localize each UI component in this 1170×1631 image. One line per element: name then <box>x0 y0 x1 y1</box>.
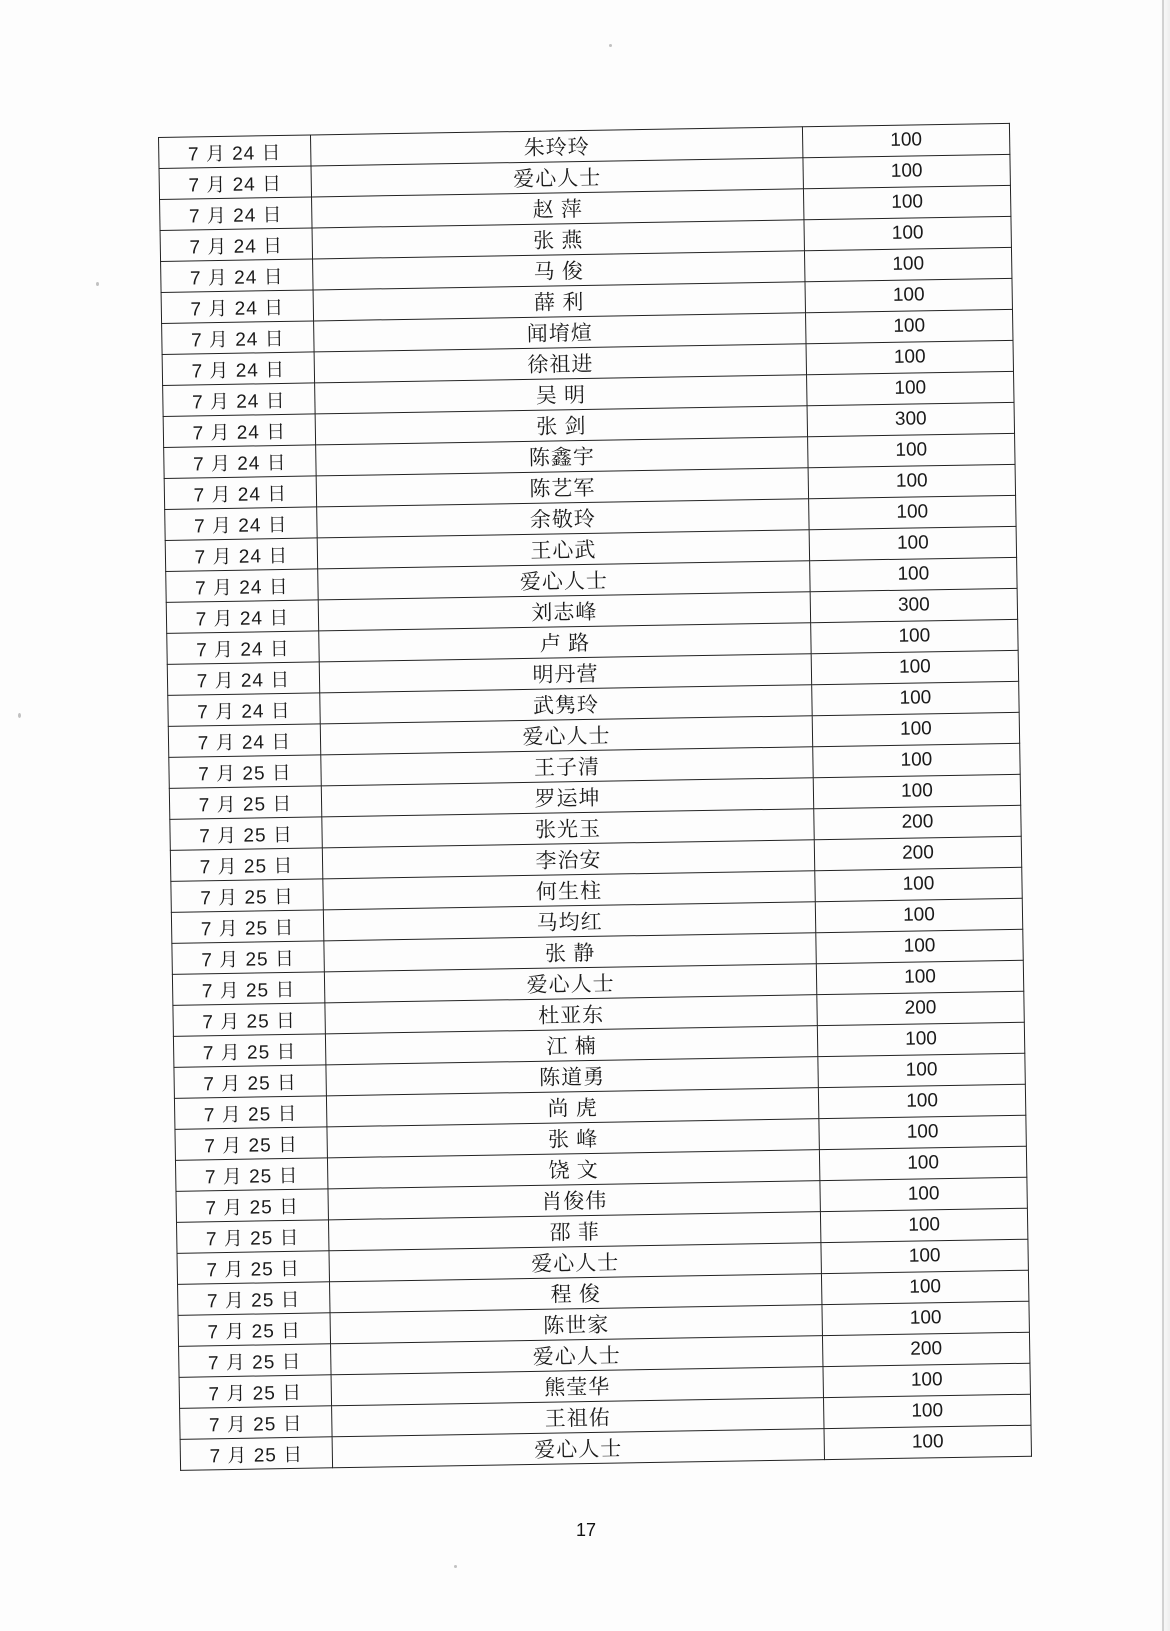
date-cell: 7 月 24 日 <box>166 600 318 634</box>
donor-name-cell: 熊莹华 <box>331 1367 823 1406</box>
donor-name-cell: 爱心人士 <box>311 158 803 197</box>
donor-name-cell: 王祖佑 <box>332 1398 824 1437</box>
amount-cell: 200 <box>822 1332 1029 1366</box>
donor-name-cell: 武隽玲 <box>320 685 812 724</box>
date-cell: 7 月 25 日 <box>173 1034 325 1068</box>
amount-cell: 100 <box>813 774 1020 808</box>
donor-name-cell: 爱心人士 <box>318 561 810 600</box>
scan-speck <box>18 713 21 718</box>
date-cell: 7 月 24 日 <box>168 693 320 727</box>
amount-cell: 100 <box>821 1239 1028 1273</box>
date-cell: 7 月 24 日 <box>165 538 317 572</box>
donor-name-cell: 陈鑫宇 <box>316 437 808 476</box>
donor-name-cell: 张 燕 <box>312 220 804 259</box>
date-cell: 7 月 24 日 <box>162 321 314 355</box>
date-cell: 7 月 25 日 <box>172 972 324 1006</box>
amount-cell: 100 <box>813 743 1020 777</box>
amount-cell: 100 <box>803 154 1010 188</box>
date-cell: 7 月 24 日 <box>164 476 316 510</box>
amount-cell: 100 <box>820 1208 1027 1242</box>
donor-name-cell: 李治安 <box>322 840 814 879</box>
date-cell: 7 月 24 日 <box>161 259 313 293</box>
amount-cell: 100 <box>821 1270 1028 1304</box>
amount-cell: 100 <box>806 340 1013 374</box>
amount-cell: 100 <box>815 898 1022 932</box>
donor-name-cell: 程 俊 <box>330 1274 822 1313</box>
date-cell: 7 月 24 日 <box>166 569 318 603</box>
donor-name-cell: 余敬玲 <box>317 499 809 538</box>
scan-edge-shadow <box>1160 0 1170 1631</box>
date-cell: 7 月 24 日 <box>165 507 317 541</box>
date-cell: 7 月 25 日 <box>172 941 324 975</box>
amount-cell: 100 <box>808 464 1015 498</box>
date-cell: 7 月 25 日 <box>174 1096 326 1130</box>
date-cell: 7 月 25 日 <box>170 817 322 851</box>
date-cell: 7 月 25 日 <box>174 1065 326 1099</box>
scan-speck <box>454 1565 457 1568</box>
donor-name-cell: 爱心人士 <box>332 1429 824 1468</box>
amount-cell: 100 <box>805 278 1012 312</box>
donor-name-cell: 闻堉煊 <box>314 313 806 352</box>
date-cell: 7 月 25 日 <box>171 910 323 944</box>
donor-name-cell: 张 剑 <box>315 406 807 445</box>
date-cell: 7 月 24 日 <box>163 383 315 417</box>
amount-cell: 100 <box>818 1084 1025 1118</box>
date-cell: 7 月 24 日 <box>161 290 313 324</box>
date-cell: 7 月 25 日 <box>176 1220 328 1254</box>
amount-cell: 100 <box>811 619 1018 653</box>
date-cell: 7 月 24 日 <box>162 352 314 386</box>
scan-speck <box>96 282 99 286</box>
donor-name-cell: 朱玲玲 <box>310 127 802 166</box>
donor-name-cell: 张 峰 <box>327 1119 819 1158</box>
donor-name-cell: 张光玉 <box>322 809 814 848</box>
donor-name-cell: 肖俊伟 <box>328 1181 820 1220</box>
date-cell: 7 月 24 日 <box>160 228 312 262</box>
date-cell: 7 月 25 日 <box>178 1313 330 1347</box>
donation-table-container <box>158 123 1031 1471</box>
donor-name-cell: 徐祖进 <box>314 344 806 383</box>
date-cell: 7 月 24 日 <box>163 414 315 448</box>
donor-name-cell: 张 静 <box>324 933 816 972</box>
amount-cell: 100 <box>808 433 1015 467</box>
donor-name-cell: 何生柱 <box>323 871 815 910</box>
donor-name-cell: 马 俊 <box>313 251 805 290</box>
donor-name-cell: 罗运坤 <box>321 778 813 817</box>
amount-cell: 100 <box>809 495 1016 529</box>
date-cell: 7 月 25 日 <box>180 1406 332 1440</box>
amount-cell: 100 <box>822 1301 1029 1335</box>
amount-cell: 100 <box>803 185 1010 219</box>
amount-cell: 100 <box>809 526 1016 560</box>
amount-cell: 100 <box>819 1115 1026 1149</box>
donor-name-cell: 王子清 <box>321 747 813 786</box>
date-cell: 7 月 25 日 <box>180 1437 332 1471</box>
amount-cell: 300 <box>807 402 1014 436</box>
donor-name-cell: 爱心人士 <box>329 1243 821 1282</box>
date-cell: 7 月 25 日 <box>169 755 321 789</box>
amount-cell: 100 <box>820 1177 1027 1211</box>
amount-cell: 100 <box>824 1425 1031 1459</box>
amount-cell: 100 <box>823 1363 1030 1397</box>
date-cell: 7 月 24 日 <box>167 631 319 665</box>
amount-cell: 100 <box>812 712 1019 746</box>
amount-cell: 200 <box>814 836 1021 870</box>
amount-cell: 100 <box>812 681 1019 715</box>
donation-table-body <box>159 123 1032 1470</box>
donor-name-cell: 薛 利 <box>313 282 805 321</box>
donor-name-cell: 陈世家 <box>330 1305 822 1344</box>
date-cell: 7 月 25 日 <box>175 1158 327 1192</box>
donor-name-cell: 邵 菲 <box>328 1212 820 1251</box>
donor-name-cell: 陈艺军 <box>316 468 808 507</box>
donation-table <box>158 123 1032 1471</box>
donor-name-cell: 刘志峰 <box>318 592 810 631</box>
amount-cell: 100 <box>804 216 1011 250</box>
amount-cell: 100 <box>806 309 1013 343</box>
donor-name-cell: 爱心人士 <box>320 716 812 755</box>
amount-cell: 100 <box>811 650 1018 684</box>
donor-name-cell: 尚 虎 <box>326 1088 818 1127</box>
donor-name-cell: 杜亚东 <box>325 995 817 1034</box>
amount-cell: 100 <box>818 1053 1025 1087</box>
donor-name-cell: 陈道勇 <box>326 1057 818 1096</box>
date-cell: 7 月 24 日 <box>159 166 311 200</box>
donor-name-cell: 王心武 <box>317 530 809 569</box>
donor-name-cell: 卢 路 <box>319 623 811 662</box>
date-cell: 7 月 24 日 <box>164 445 316 479</box>
donor-name-cell: 明丹营 <box>319 654 811 693</box>
date-cell: 7 月 25 日 <box>170 848 322 882</box>
date-cell: 7 月 25 日 <box>176 1189 328 1223</box>
amount-cell: 100 <box>807 371 1014 405</box>
donor-name-cell: 饶 文 <box>327 1150 819 1189</box>
donor-name-cell: 爱心人士 <box>324 964 816 1003</box>
donor-name-cell: 吴 明 <box>315 375 807 414</box>
amount-cell: 200 <box>817 991 1024 1025</box>
page-number: 17 <box>575 1520 597 1540</box>
amount-cell: 100 <box>823 1394 1030 1428</box>
amount-cell: 100 <box>816 960 1023 994</box>
donor-name-cell: 爱心人士 <box>331 1336 823 1375</box>
amount-cell: 100 <box>819 1146 1026 1180</box>
amount-cell: 100 <box>815 867 1022 901</box>
donor-name-cell: 马均红 <box>323 902 815 941</box>
date-cell: 7 月 25 日 <box>179 1375 331 1409</box>
amount-cell: 100 <box>802 123 1009 157</box>
date-cell: 7 月 24 日 <box>160 197 312 231</box>
donor-name-cell: 赵 萍 <box>312 189 804 228</box>
amount-cell: 100 <box>804 247 1011 281</box>
date-cell: 7 月 25 日 <box>175 1127 327 1161</box>
date-cell: 7 月 24 日 <box>167 662 319 696</box>
date-cell: 7 月 24 日 <box>159 135 311 169</box>
amount-cell: 100 <box>816 929 1023 963</box>
date-cell: 7 月 25 日 <box>178 1282 330 1316</box>
date-cell: 7 月 25 日 <box>171 879 323 913</box>
amount-cell: 200 <box>814 805 1021 839</box>
date-cell: 7 月 25 日 <box>179 1344 331 1378</box>
donor-name-cell: 江 楠 <box>325 1026 817 1065</box>
amount-cell: 100 <box>817 1022 1024 1056</box>
date-cell: 7 月 25 日 <box>169 786 321 820</box>
amount-cell: 100 <box>810 557 1017 591</box>
scan-speck <box>609 44 612 47</box>
amount-cell: 300 <box>810 588 1017 622</box>
date-cell: 7 月 25 日 <box>173 1003 325 1037</box>
date-cell: 7 月 25 日 <box>177 1251 329 1285</box>
date-cell: 7 月 24 日 <box>168 724 320 758</box>
